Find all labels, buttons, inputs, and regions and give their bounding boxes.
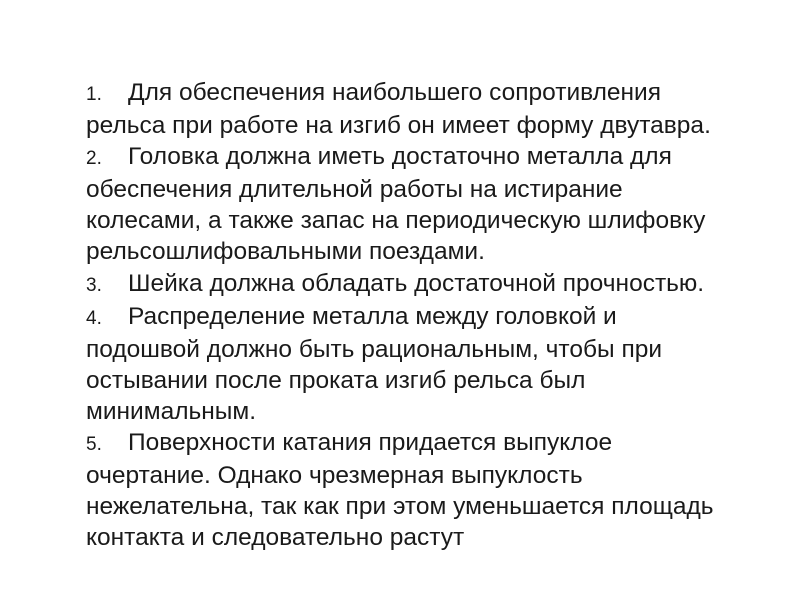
item-text: Головка должна иметь достаточно металла для обеспечения длительной работы на истирание колесами, а также запас на периодическую шлифовку рельсошлифовальными поездами. — [86, 143, 706, 266]
rail-requirements-list — [86, 77, 726, 553]
item-number: 5. — [86, 434, 102, 456]
list-item — [86, 427, 726, 553]
list-item — [86, 77, 726, 141]
list-item — [86, 141, 726, 267]
item-text: Распределение металла между головкой и подошвой должно быть рациональным, чтобы при остывании после проката изгиб рельса был минимальным. — [86, 302, 663, 425]
item-number: 4. — [86, 307, 102, 329]
list-item — [86, 301, 726, 427]
list-item — [86, 268, 726, 301]
item-number: 3. — [86, 274, 102, 296]
item-text: Поверхности катания придается выпуклое очертание. Однако чрезмерная выпуклость нежелательна, так как при этом уменьшается площадь контакта и следовательно растут — [86, 429, 714, 552]
item-text: Шейка должна обладать достаточной прочностью. — [128, 269, 705, 297]
item-number: 1. — [86, 84, 102, 105]
item-number: 2. — [86, 148, 102, 170]
item-text: Для обеспечения наибольшего сопротивления рельса при работе на изгиб он имеет форму двутавра. — [86, 79, 711, 140]
